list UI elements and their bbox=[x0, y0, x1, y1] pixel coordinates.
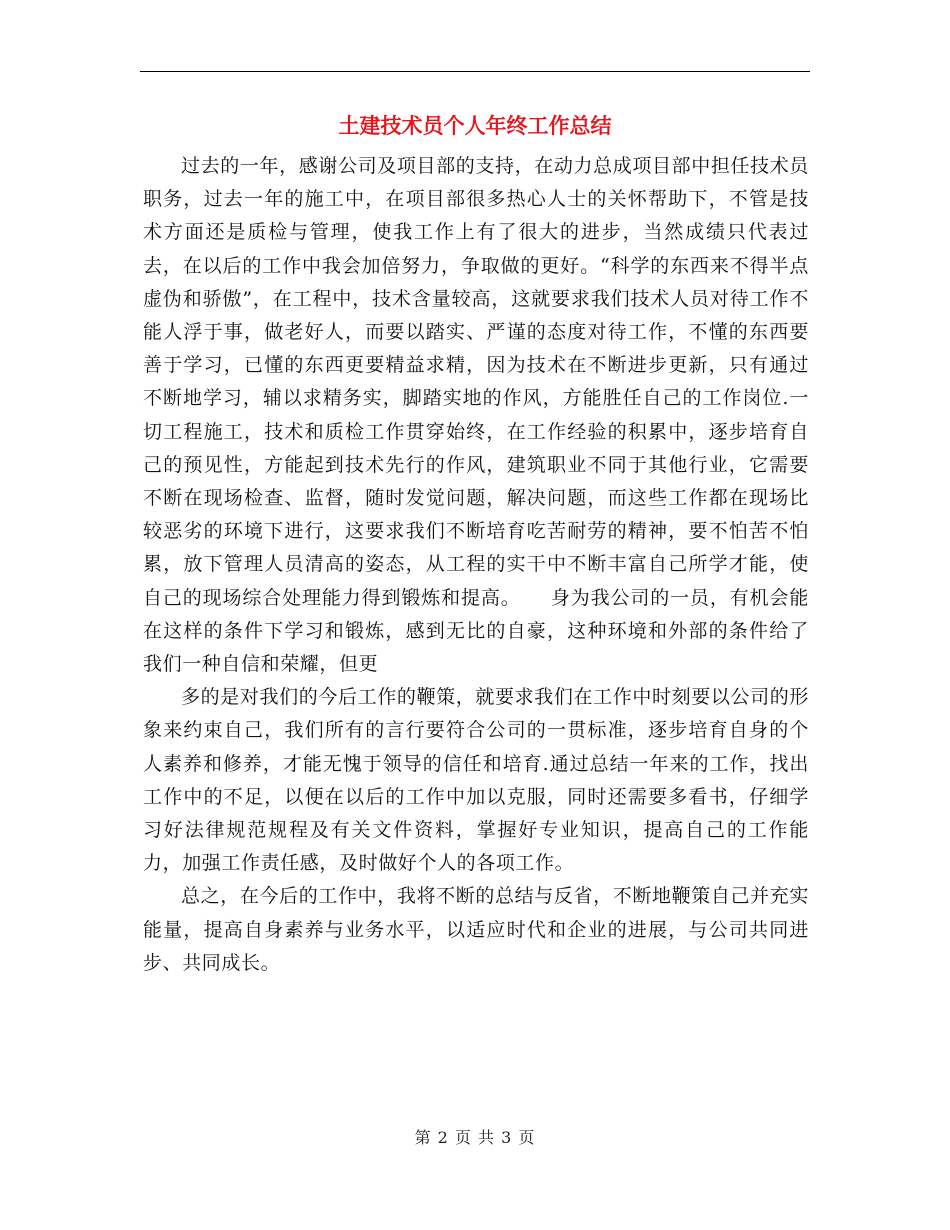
paragraph-3: 总之，在今后的工作中，我将不断的总结与反省，不断地鞭策自己并充实能量，提高自身素养与业务水平，以适应时代和企业的进展，与公司共同进步、共同成长。 bbox=[143, 885, 809, 974]
page-number-footer: 第 2 页 共 3 页 bbox=[414, 1128, 536, 1147]
paragraph-2: 多的是对我们的今后工作的鞭策，就要求我们在工作中时刻要以公司的形象来约束自己，我们所有的言行要符合公司的一贯标准，逐步培育自身的个人素养和修养，才能无愧于领导的信任和培育.通过总结一年来的工作，找出工作中的不足，以便在以后的工作中加以克服，同时还需要多看书，仔细学习好法律规范规程及有关文件资料，掌握好专业知识，提高自己的工作能力，加强工作责任感，及时做好个人的各项工作。 bbox=[143, 686, 809, 875]
document-title: 土建技术员个人年终工作总结 bbox=[338, 114, 612, 138]
document-body bbox=[143, 150, 809, 980]
paragraph-1: 过去的一年，感谢公司及项目部的支持，在动力总成项目部中担任技术员职务，过去一年的施工中，在项目部很多热心人士的关怀帮助下，不管是技术方面还是质检与管理，使我工作上有了很大的进步，当然成绩只代表过去，在以后的工作中我会加倍努力，争取做的更好。“科学的东西来不得半点虚伪和骄傲”，在工程中，技术含量较高，这就要求我们技术人员对待工作不能人浮于事，做老好人，而要以踏实、严谨的态度对待工作，不懂的东西要善于学习，已懂的东西更要精益求精，因为技术在不断进步更新，只有通过不断地学习，辅以求精务实，脚踏实地的作风，方能胜任自己的工作岗位.一切工程施工，技术和质检工作贯穿始终，在工作经验的积累中，逐步培育自己的预见性，方能起到技术先行的作风，建筑职业不同于其他行业，它需要不断在现场检查、监督，随时发觉问题，解决问题，而这些工作都在现场比较恶劣的环境下进行，这要求我们不断培育吃苦耐劳的精神，要不怕苦不怕累，放下管理人员清高的姿态，从工程的实干中不断丰富自己所学才能，使自己的现场综合处理能力得到锻炼和提高。 身为我公司的一员，有机会能在这样的条件下学习和锻炼，感到无比的自豪，这种环境和外部的条件给了我们一种自信和荣耀，但更 bbox=[143, 155, 809, 676]
header-rule bbox=[140, 71, 810, 72]
